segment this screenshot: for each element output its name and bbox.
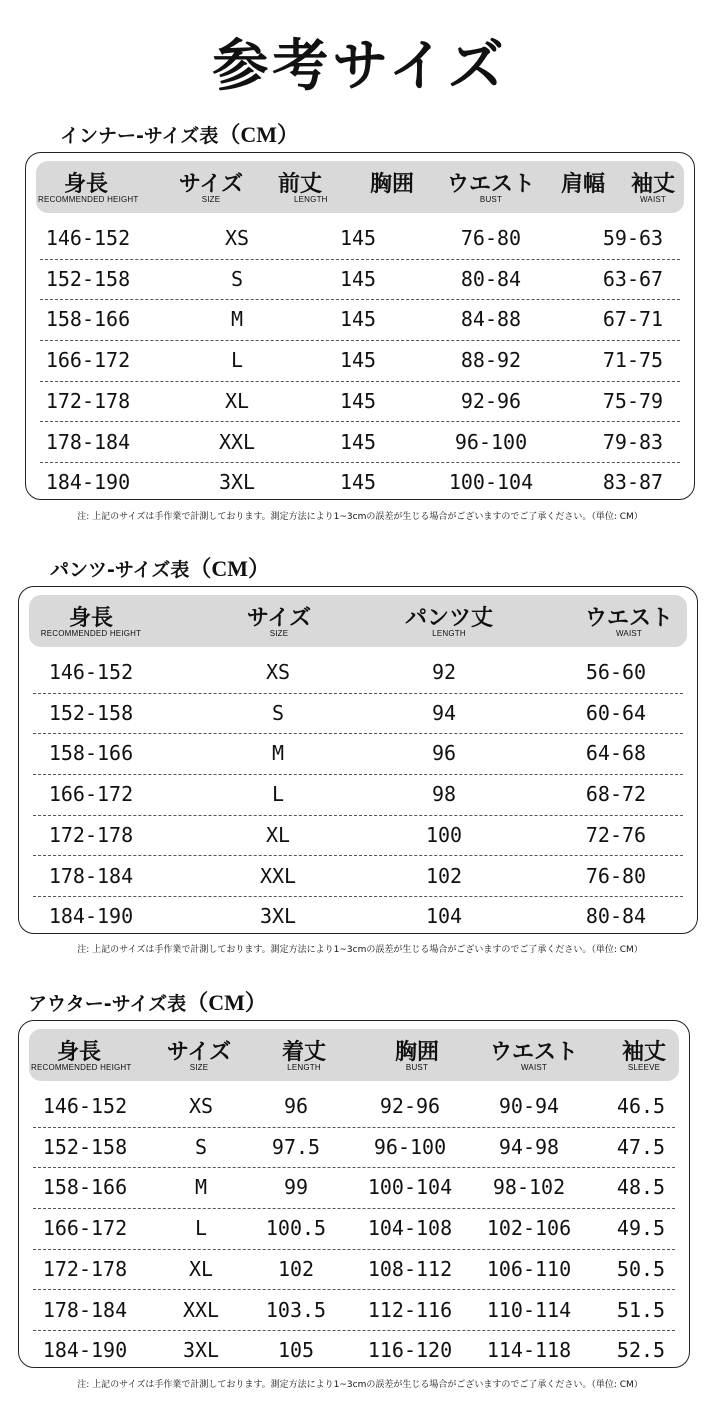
header-height: 身長 RECOMMENDED HEIGHT xyxy=(38,172,139,204)
header-size: サイズ SIZE xyxy=(166,1040,232,1072)
outer-table-title xyxy=(28,986,267,1017)
header-height: 身長 RECOMMENDED HEIGHT xyxy=(40,606,142,638)
table-cell: 146-152 xyxy=(45,226,131,250)
table-cell: 152-158 xyxy=(42,1134,128,1159)
outer-size-table xyxy=(18,1020,690,1368)
table-row xyxy=(33,774,683,816)
table-cell: 52.5 xyxy=(616,1338,666,1363)
table-cell: 3XL xyxy=(182,1338,220,1363)
pants-title-unit: （CM） xyxy=(189,556,271,581)
table-cell: 92-96 xyxy=(379,1094,441,1118)
inner-table-header xyxy=(36,161,684,213)
table-cell: 84-88 xyxy=(460,307,522,332)
pants-size-table xyxy=(18,586,698,934)
table-cell: 146-152 xyxy=(42,1094,128,1118)
table-cell: 152-158 xyxy=(45,266,131,291)
table-cell: 178-184 xyxy=(42,1297,128,1322)
table-row xyxy=(33,1249,675,1291)
table-cell: 104-108 xyxy=(367,1216,453,1241)
table-cell: 96 xyxy=(431,741,457,766)
table-cell: XXL xyxy=(182,1297,220,1322)
table-cell: 80-84 xyxy=(460,266,522,291)
table-cell: 80-84 xyxy=(585,904,647,929)
table-cell: L xyxy=(271,782,285,807)
header-shoulder: 肩幅 xyxy=(560,172,605,197)
pants-table-title xyxy=(50,552,270,583)
table-cell: 172-178 xyxy=(42,1256,128,1281)
table-cell: 50.5 xyxy=(616,1256,666,1281)
table-cell: M xyxy=(194,1175,208,1200)
table-cell: 145 xyxy=(339,226,377,250)
table-cell: XL xyxy=(265,822,291,847)
table-cell: 76-80 xyxy=(585,863,647,888)
pants-title-text: パンツ-サイズ表 xyxy=(50,559,190,581)
table-cell: 94-98 xyxy=(498,1134,560,1159)
table-cell: 98 xyxy=(431,782,457,807)
table-cell: 3XL xyxy=(259,904,297,929)
table-cell: 103.5 xyxy=(265,1297,327,1322)
header-bust: 胸囲 BUST xyxy=(394,1040,439,1072)
table-row xyxy=(40,299,680,341)
table-cell: XL xyxy=(224,388,250,413)
measurement-note: 注: 上記のサイズは手作業で計測しております。測定方法により1~3cmの誤差が生じる場合がございますのでご了承ください。（単位: CM） xyxy=(77,1380,643,1390)
table-cell: 102 xyxy=(277,1256,315,1281)
table-cell: 158-166 xyxy=(42,1175,128,1200)
header-chest: 胸囲 xyxy=(369,172,414,197)
table-cell: 184-190 xyxy=(45,470,131,495)
table-cell: L xyxy=(194,1216,208,1241)
table-cell: 104 xyxy=(425,904,463,929)
table-cell: 114-118 xyxy=(486,1338,572,1363)
table-cell: 92 xyxy=(431,660,457,684)
table-cell: 178-184 xyxy=(45,429,131,454)
table-cell: 116-120 xyxy=(367,1338,453,1363)
table-cell: 105 xyxy=(277,1338,315,1363)
table-cell: 96-100 xyxy=(373,1134,447,1159)
table-cell: 72-76 xyxy=(585,822,647,847)
table-cell: 47.5 xyxy=(616,1134,666,1159)
inner-title-text: インナー-サイズ表 xyxy=(60,125,219,147)
table-cell: 88-92 xyxy=(460,348,522,373)
table-row xyxy=(33,856,683,898)
table-cell: 145 xyxy=(339,429,377,454)
table-row xyxy=(40,218,680,260)
table-cell: 112-116 xyxy=(367,1297,453,1322)
table-cell: 145 xyxy=(339,348,377,373)
header-size: サイズ SIZE xyxy=(178,172,244,204)
table-cell: 3XL xyxy=(218,470,256,495)
table-cell: 79-83 xyxy=(602,429,664,454)
header-sleeve: 袖丈 SLEEVE xyxy=(621,1040,666,1072)
table-cell: S xyxy=(230,266,244,291)
table-cell: 96-100 xyxy=(454,429,528,454)
table-cell: 158-166 xyxy=(48,741,134,766)
table-cell: 83-87 xyxy=(602,470,664,495)
table-cell: XS xyxy=(224,226,250,250)
table-row xyxy=(33,815,683,857)
table-cell: 172-178 xyxy=(48,822,134,847)
header-waist: ウエスト WAIST xyxy=(489,1040,578,1072)
measurement-note: 注: 上記のサイズは手作業で計測しております。測定方法により1~3cmの誤差が生じる場合がございますのでご了承ください。（単位: CM） xyxy=(77,945,643,955)
table-cell: 51.5 xyxy=(616,1297,666,1322)
page-title: 参考サイズ xyxy=(212,34,508,99)
table-row xyxy=(33,733,683,775)
header-waist: ウエスト BUST xyxy=(446,172,535,204)
header-sleeve: 袖丈 WAIST xyxy=(630,172,675,204)
table-cell: XS xyxy=(188,1094,214,1118)
table-row xyxy=(33,1167,675,1209)
table-cell: 145 xyxy=(339,266,377,291)
outer-title-unit: （CM） xyxy=(186,990,267,1015)
table-cell: 100.5 xyxy=(265,1216,327,1241)
table-row xyxy=(33,1290,675,1332)
table-cell: 97.5 xyxy=(271,1134,321,1159)
header-pants-length: パンツ丈 LENGTH xyxy=(404,606,493,638)
table-row xyxy=(40,259,680,301)
table-cell: XXL xyxy=(218,429,256,454)
table-cell: 64-68 xyxy=(585,741,647,766)
table-cell: 63-67 xyxy=(602,266,664,291)
table-cell: XL xyxy=(188,1256,214,1281)
inner-title-unit: （CM） xyxy=(218,122,300,147)
table-cell: 158-166 xyxy=(45,307,131,332)
table-row xyxy=(33,1330,675,1371)
table-cell: 100-104 xyxy=(448,470,534,495)
header-front-length: 前丈 LENGTH xyxy=(277,172,328,204)
table-cell: 106-110 xyxy=(486,1256,572,1281)
table-cell: 166-172 xyxy=(48,782,134,807)
header-size: サイズ SIZE xyxy=(246,606,312,638)
header-length: 着丈 LENGTH xyxy=(281,1040,326,1072)
table-cell: 49.5 xyxy=(616,1216,666,1241)
table-cell: 60-64 xyxy=(585,700,647,725)
table-cell: XS xyxy=(265,660,291,684)
table-cell: 110-114 xyxy=(486,1297,572,1322)
table-cell: 184-190 xyxy=(42,1338,128,1363)
table-row xyxy=(40,462,680,503)
outer-table-header xyxy=(29,1029,679,1081)
table-cell: 56-60 xyxy=(585,660,647,684)
table-row xyxy=(33,896,683,937)
outer-title-text: アウター-サイズ表 xyxy=(28,993,187,1015)
table-cell: 48.5 xyxy=(616,1175,666,1200)
table-cell: 100-104 xyxy=(367,1175,453,1200)
table-cell: 94 xyxy=(431,700,457,725)
header-height: 身長 RECOMMENDED HEIGHT xyxy=(31,1040,132,1072)
table-cell: 166-172 xyxy=(42,1216,128,1241)
table-cell: 102 xyxy=(425,863,463,888)
table-cell: 108-112 xyxy=(367,1256,453,1281)
table-cell: 184-190 xyxy=(48,904,134,929)
table-cell: 172-178 xyxy=(45,388,131,413)
table-cell: 100 xyxy=(425,822,463,847)
table-cell: 75-79 xyxy=(602,388,664,413)
table-cell: 59-63 xyxy=(602,226,664,250)
table-cell: 145 xyxy=(339,470,377,495)
table-row xyxy=(40,381,680,423)
table-row xyxy=(33,693,683,735)
inner-size-table xyxy=(25,152,695,500)
measurement-note: 注: 上記のサイズは手作業で計測しております。測定方法により1~3cmの誤差が生じる場合がございますのでご了承ください。（単位: CM） xyxy=(77,512,643,522)
pants-table-header xyxy=(29,595,687,647)
inner-table-title xyxy=(60,118,299,149)
table-row xyxy=(33,1086,675,1128)
table-cell: 46.5 xyxy=(616,1094,666,1118)
table-cell: 178-184 xyxy=(48,863,134,888)
table-cell: 76-80 xyxy=(460,226,522,250)
table-cell: 71-75 xyxy=(602,348,664,373)
table-cell: S xyxy=(271,700,285,725)
table-cell: 90-94 xyxy=(498,1094,560,1118)
table-cell: 96 xyxy=(283,1094,309,1118)
table-cell: 99 xyxy=(283,1175,309,1200)
table-cell: 152-158 xyxy=(48,700,134,725)
table-cell: 67-71 xyxy=(602,307,664,332)
table-row xyxy=(40,340,680,382)
table-cell: 68-72 xyxy=(585,782,647,807)
table-cell: M xyxy=(271,741,285,766)
table-row xyxy=(40,422,680,464)
table-cell: S xyxy=(194,1134,208,1159)
table-cell: 145 xyxy=(339,388,377,413)
table-cell: 166-172 xyxy=(45,348,131,373)
table-row xyxy=(33,1208,675,1250)
table-cell: M xyxy=(230,307,244,332)
table-cell: 145 xyxy=(339,307,377,332)
table-cell: 146-152 xyxy=(48,660,134,684)
table-cell: L xyxy=(230,348,244,373)
table-cell: 98-102 xyxy=(492,1175,566,1200)
table-row xyxy=(33,1127,675,1169)
table-cell: XXL xyxy=(259,863,297,888)
table-row xyxy=(33,652,683,694)
header-waist: ウエスト WAIST xyxy=(584,606,673,638)
table-cell: 102-106 xyxy=(486,1216,572,1241)
table-cell: 92-96 xyxy=(460,388,522,413)
